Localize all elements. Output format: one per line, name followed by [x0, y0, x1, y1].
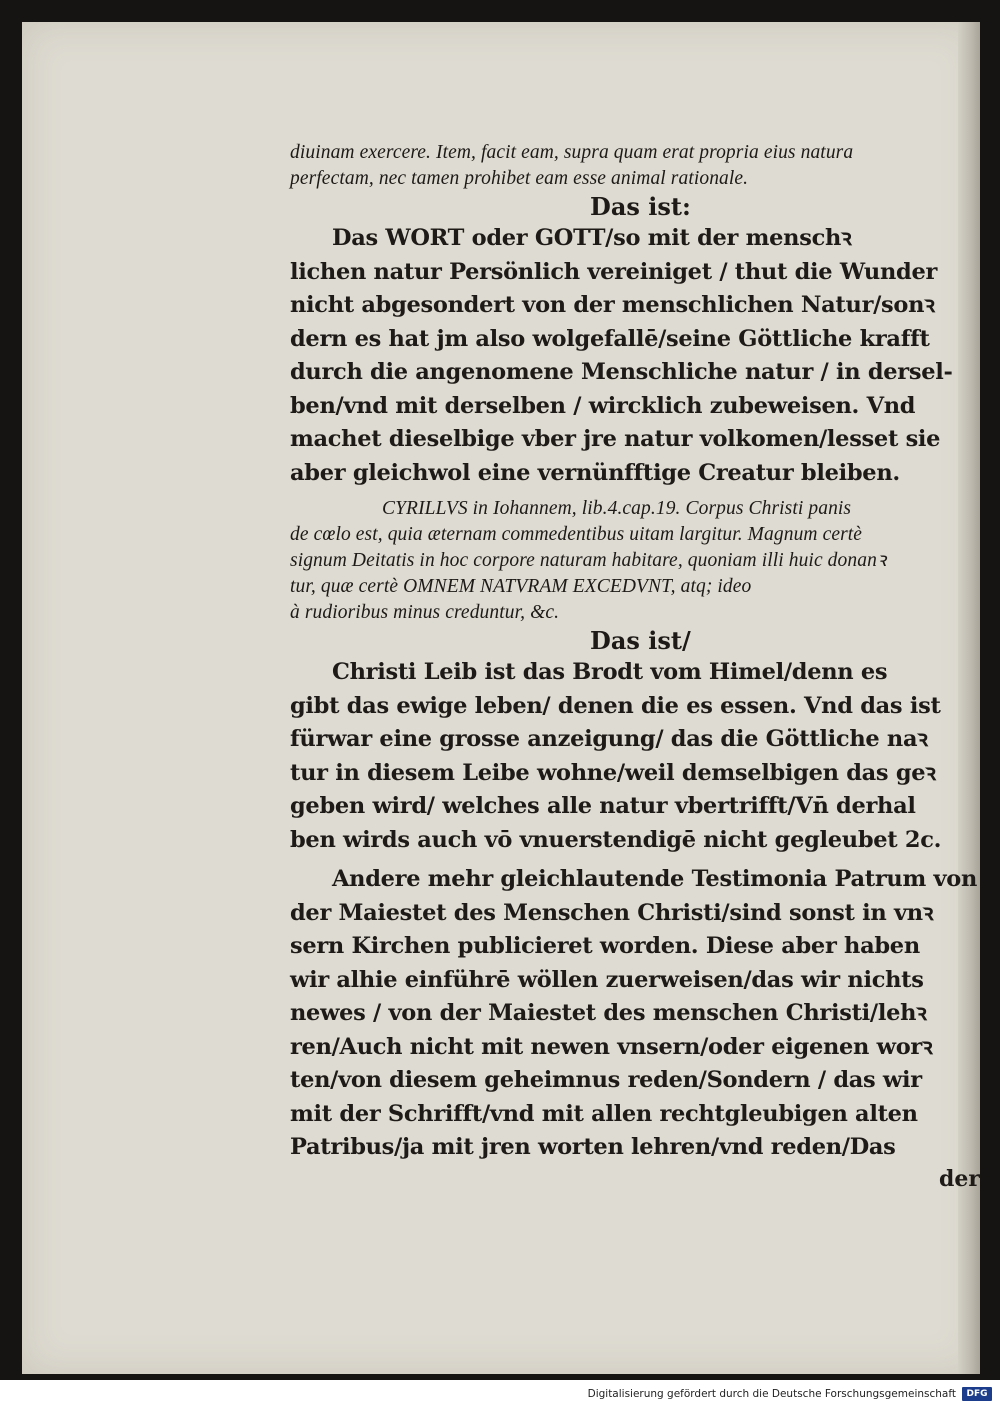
section-heading: Das ist/	[590, 626, 691, 655]
german-text-line: ren/Auch nicht mit newen vnsern/oder eigenen worꝛ	[290, 1033, 933, 1060]
german-text-line: newes / von der Maiestet des menschen Christi/lehꝛ	[290, 1000, 927, 1026]
latin-quote-line: signum Deitatis in hoc corpore naturam habitare, quoniam illi huic donanꝛ	[290, 550, 887, 571]
german-text-line: tur in diesem Leibe wohne/weil demselbigen das geꝛ	[290, 759, 936, 786]
german-text-line: ten/von diesem geheimnus reden/Sondern / das wir	[290, 1067, 922, 1093]
german-text-line: Das WORT oder GOTT/so mit der menschꝛ	[332, 225, 852, 251]
german-text-line: ben/vnd mit derselben / wircklich zubeweisen. Vnd	[290, 392, 916, 419]
german-text-line: ben wirds auch vō vnuerstendigē nicht gegleubet 2c.	[290, 826, 942, 853]
section-heading: Das ist:	[590, 192, 691, 221]
book-page	[22, 22, 980, 1374]
latin-quote-line: CYRILLVS in Iohannem, lib.4.cap.19. Corpus Christi panis	[382, 498, 852, 519]
german-text-line: Patribus/ja mit jren worten lehren/vnd reden/Das	[290, 1134, 896, 1160]
dfg-logo-icon: DFG	[962, 1387, 992, 1401]
latin-quote-line: de cœlo est, quia æternam commedentibus uitam largitur. Magnum certè	[290, 524, 863, 545]
german-text-line: dern es hat jm also wolgefallē/seine Göttliche krafft	[290, 325, 930, 352]
latin-intro-line: diuinam exercere. Item, facit eam, supra quam erat propria eius natura	[290, 142, 854, 163]
page-text-block	[290, 140, 980, 1193]
german-text-line: fürwar eine grosse anzeigung/ das die Göttliche naꝛ	[290, 726, 928, 752]
german-text-line: lichen natur Persönlich vereiniget / thut die Wunder	[290, 258, 938, 285]
latin-quote-line: à rudioribus minus creduntur, &c.	[290, 602, 560, 623]
catchword: der	[939, 1165, 980, 1192]
german-text-line: durch die angenomene Menschliche natur / in dersel-	[290, 359, 953, 385]
german-text-line: mit der Schrifft/vnd mit allen rechtgleubigen alten	[290, 1100, 918, 1127]
german-text-line: sern Kirchen publicieret worden. Diese aber haben	[290, 933, 920, 959]
funding-credit-text: Digitalisierung gefördert durch die Deutsche Forschungsgemeinschaft	[587, 1388, 956, 1400]
german-text-line: geben wird/ welches alle natur vbertrifft/Vn̄ derhal	[290, 793, 916, 819]
latin-intro-line: perfectam, nec tamen prohibet eam esse animal rationale.	[290, 168, 749, 189]
german-text-line: Andere mehr gleichlautende Testimonia Patrum von	[332, 866, 978, 892]
funding-credit-bar	[0, 1383, 1000, 1405]
german-text-line: der Maiestet des Menschen Christi/sind sonst in vnꝛ	[290, 899, 934, 926]
latin-quote-line: tur, quæ certè OMNEM NATVRAM EXCEDVNT, atq; ideo	[290, 576, 752, 597]
german-text-line: aber gleichwol eine vernünfftige Creatur bleiben.	[290, 459, 900, 486]
german-text-line: gibt das ewige leben/ denen die es essen. Vnd das ist	[290, 692, 941, 719]
german-text-line: machet dieselbige vber jre natur volkomen/lesset sie	[290, 426, 941, 452]
german-text-line: nicht abgesondert von der menschlichen Natur/sonꝛ	[290, 292, 935, 318]
german-text-line: wir alhie einführē wöllen zuerweisen/das wir nichts	[290, 966, 924, 993]
german-text-line: Christi Leib ist das Brodt vom Himel/denn es	[332, 659, 888, 685]
